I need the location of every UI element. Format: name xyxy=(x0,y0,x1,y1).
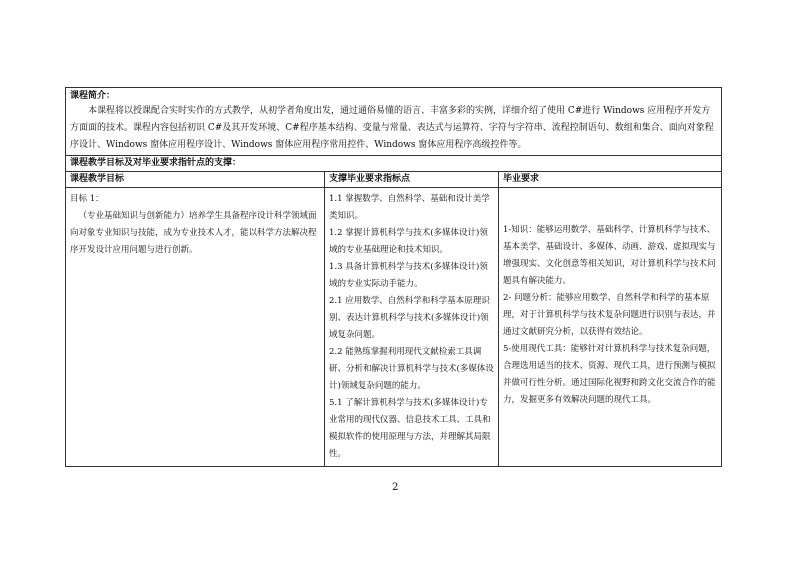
goals-section xyxy=(65,155,722,171)
objective-text: （专业基础知识与创新能力）培养学生具备程序设计科学领域面向对象专业知识与技能，成为专业技术人才，能以科学方法解决程序开发设计应用问题与进行创新。 xyxy=(70,211,317,255)
indicator-item: 1.1 掌握数学、自然科学、基础和设计美学类知识。 xyxy=(329,194,490,221)
header-indicators: 支撑毕业要求指标点 xyxy=(325,172,499,187)
intro-title: 课程简介： xyxy=(70,91,116,101)
page-number: 2 xyxy=(392,482,399,493)
table-row xyxy=(65,187,722,467)
requirements-cell xyxy=(499,188,721,466)
indicator-item: 5.1 了解计算机科学与技术(多媒体设计)专业常用的现代仪器、信息技术工具、工具和模拟软件的使用原理与方法，并理解其局限性。 xyxy=(329,398,491,459)
intro-section xyxy=(65,87,722,155)
requirement-item: 2- 问题分析：能够应用数学、自然科学和科学的基本原理，对于计算机科学与技术复杂问题进行识别与表达，并通过文献研究分析，以获得有效结论。 xyxy=(503,293,716,337)
indicator-item: 2.1 应用数学、自然科学和科学基本原理识别、表达计算机科学与技术(多媒体设计)领域复杂问题。 xyxy=(329,296,490,340)
header-requirements: 毕业要求 xyxy=(503,174,540,184)
objective-label: 目标 1： xyxy=(70,194,104,204)
intro-body: 本课程将以授课配合实时实作的方式教学，从初学者角度出发，通过通俗易懂的语言、丰富多彩的实例，详细介绍了使用 C#进行 Windows 应用程序开发方方面面的技术。课程内容包括初识 C#及其开发环境、C#程序基本结构、变量与常量、表达式与运算符、字符与字符串、流程控制语句、数组和集合、面向对象程序设计、Windows 窗体应用程序设计、Windows 窗体应用程序常用控件、Windows 窗体应用程序高级控件等。 xyxy=(70,106,714,150)
header-objective: 课程教学目标 xyxy=(66,172,325,187)
indicator-item: 1.2 掌握计算机科学与技术(多媒体设计)领域的专业基础理论和技术知识。 xyxy=(329,228,488,255)
indicator-item: 1.3 具备计算机科学与技术(多媒体设计)领域的专业实际动手能力。 xyxy=(329,262,488,289)
table-header xyxy=(65,171,722,187)
requirement-item: 1-知识：能够运用数学、基础科学、计算机科学与技术、基本美学、基础设计、多媒体、动画、游戏、虚拟现实与增强现实、文化创意等相关知识，对计算机科学与技术问题具有解决能力。 xyxy=(503,225,716,286)
requirement-item: 5-使用现代工具：能够针对计算机科学与技术复杂问题，合理选用适当的技术、资源、现代工具，进行预测与模拟并做可行性分析。通过国际化视野和跨文化交流合作的能力，发掘更多有效解决问题的现代工具。 xyxy=(503,344,716,405)
indicators-cell xyxy=(325,188,499,466)
indicator-item: 2.2 能熟练掌握利用现代文献检索工具调研、分析和解决计算机科学与技术(多媒体设计)领域复杂问题的能力。 xyxy=(329,347,494,391)
goals-title: 课程教学目标及对毕业要求指针点的支撑： xyxy=(70,158,242,168)
course-table xyxy=(65,87,722,467)
objective-cell xyxy=(66,188,325,466)
